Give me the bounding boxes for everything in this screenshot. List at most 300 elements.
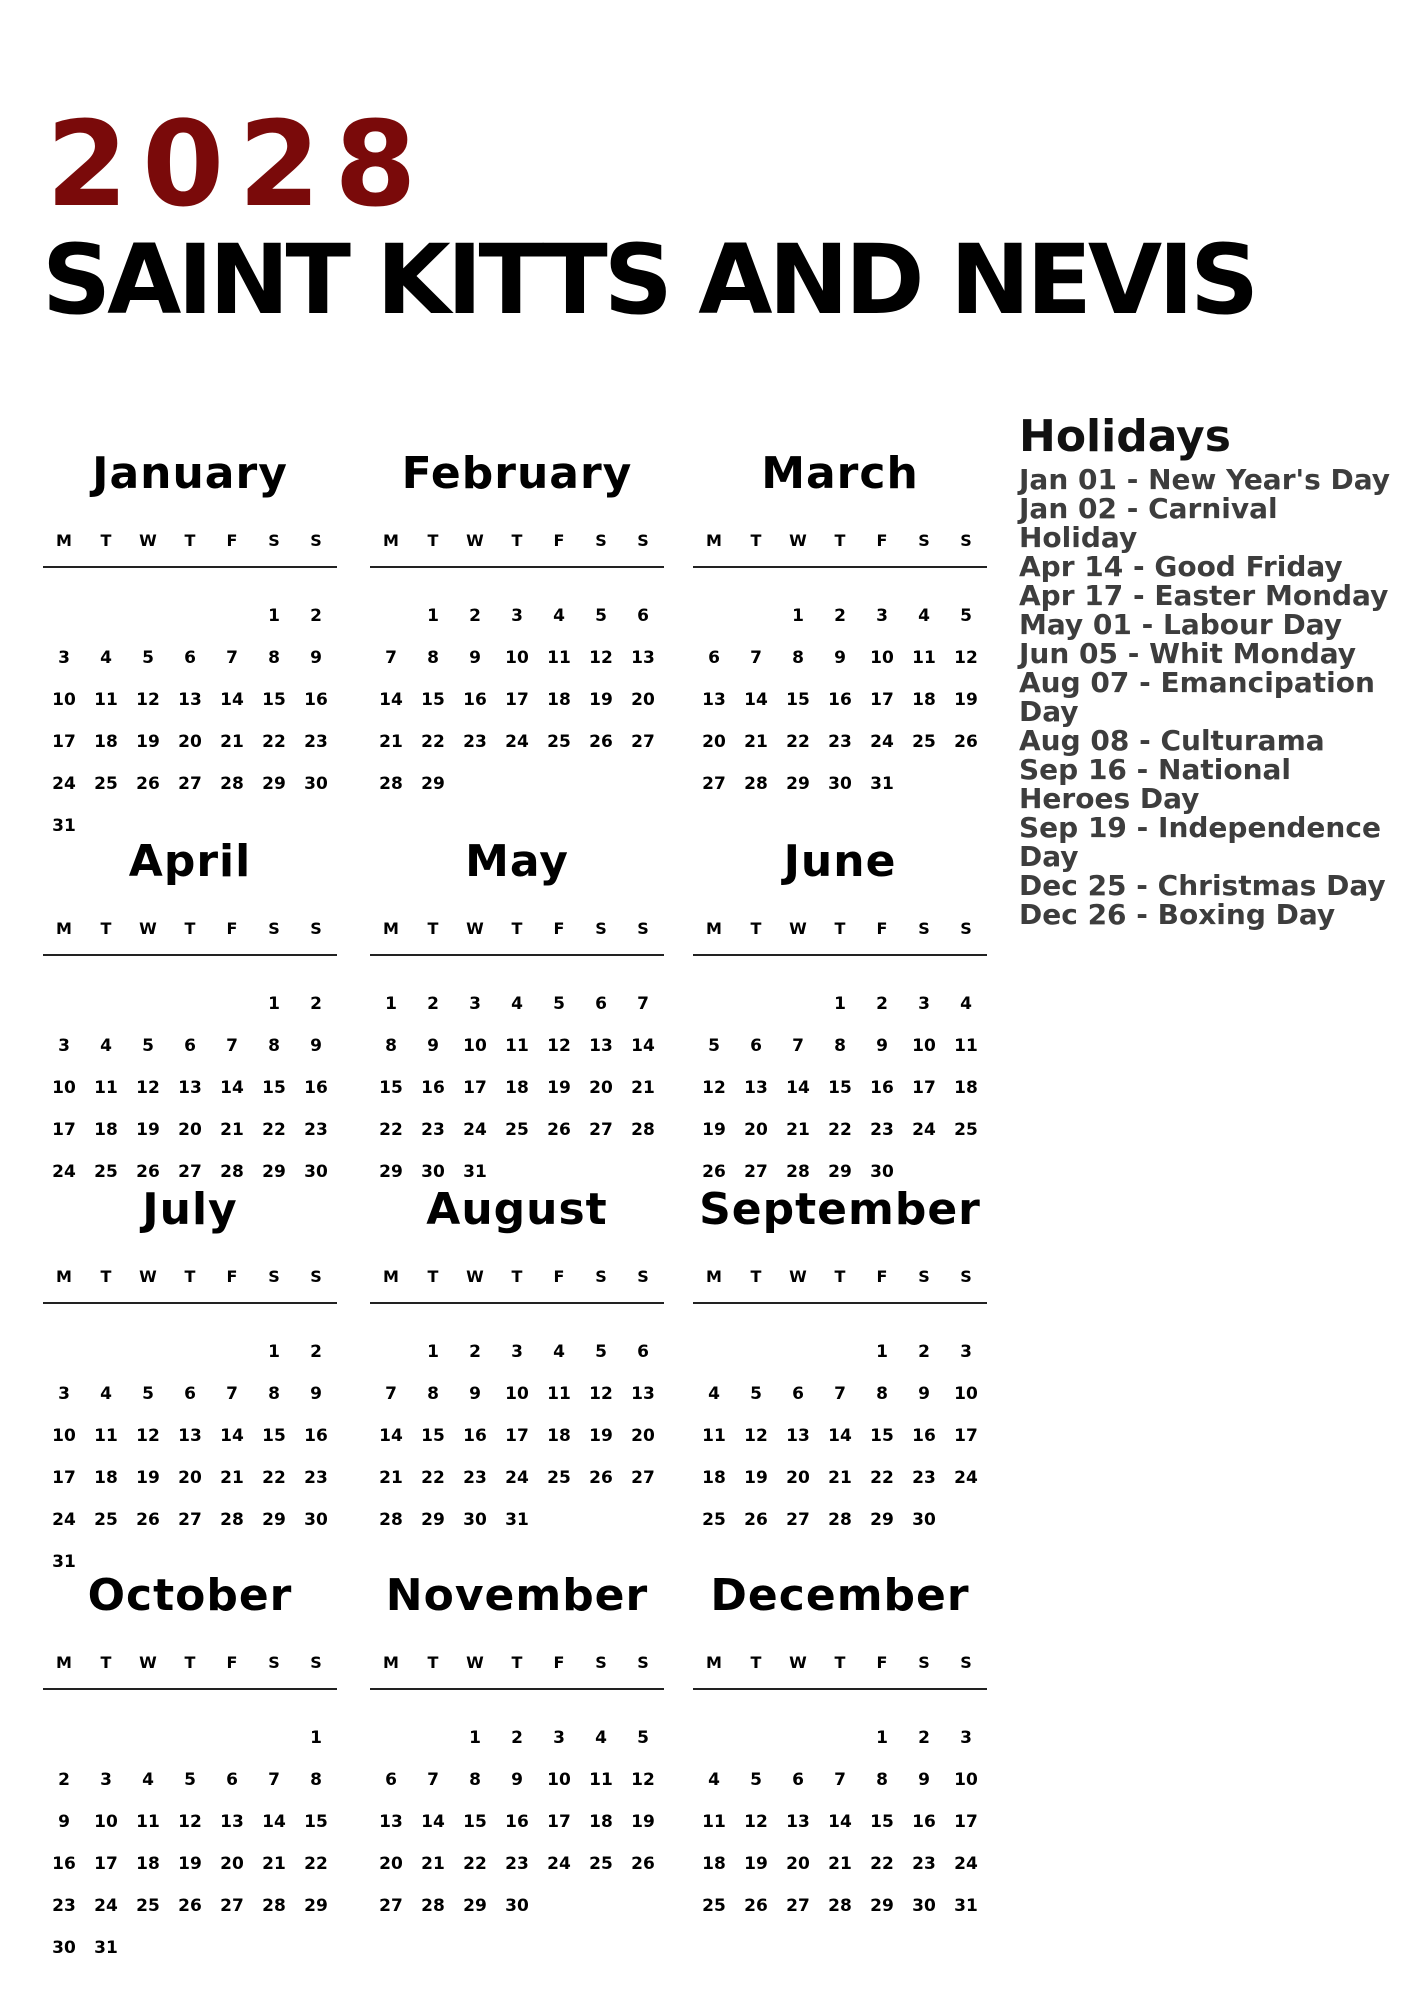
weekday-label: T [834,531,846,550]
day-cell: 13 [379,1812,403,1832]
day-cell: 13 [178,1078,202,1098]
month-may [370,836,664,1210]
day-cell: 28 [786,1162,810,1182]
holiday-item: Aug 07 - Emancipation Day [1019,666,1375,728]
day-cell: 6 [708,648,720,668]
day-cell: 12 [589,648,613,668]
day-cell: 6 [637,1342,649,1362]
day-cell: 2 [58,1770,70,1790]
day-cell: 21 [220,732,244,752]
day-cell: 20 [589,1078,613,1098]
day-cell: 2 [918,1728,930,1748]
day-cell: 14 [220,1078,244,1098]
day-cell: 29 [828,1162,852,1182]
holiday-item: Jan 02 - Carnival Holiday [1019,492,1278,554]
day-cell: 14 [786,1078,810,1098]
month-name: March [761,448,919,499]
day-cell: 2 [511,1728,523,1748]
day-cell: 24 [870,732,894,752]
weekday-label: F [226,1267,238,1286]
day-cell: 23 [505,1854,529,1874]
weekday-label: F [876,1267,888,1286]
day-cell: 8 [876,1384,888,1404]
holiday-list [1019,465,1404,929]
day-cell: 12 [178,1812,202,1832]
day-cell: 7 [834,1384,846,1404]
day-cell: 8 [310,1770,322,1790]
day-cell: 5 [553,994,565,1014]
day-cell: 7 [226,648,238,668]
weekday-label: S [268,1267,280,1286]
weekday-header [370,1655,664,1677]
day-cell: 24 [954,1854,978,1874]
day-cell: 16 [463,1426,487,1446]
holiday-item: May 01 - Labour Day [1019,608,1343,641]
month-name: January [92,448,288,499]
day-cell: 23 [912,1854,936,1874]
day-cell: 10 [463,1036,487,1056]
day-cell: 22 [870,1468,894,1488]
weekday-label: S [310,1653,322,1672]
day-cell: 12 [136,690,160,710]
day-cell: 2 [834,606,846,626]
weekday-label: S [268,919,280,938]
day-cell: 17 [52,732,76,752]
day-cell: 26 [136,1162,160,1182]
day-cell: 10 [505,648,529,668]
day-cell: 29 [262,774,286,794]
weekday-label: F [876,1653,888,1672]
day-cell: 22 [463,1854,487,1874]
header-rule [693,954,987,956]
day-cell: 1 [876,1342,888,1362]
day-cell: 17 [912,1078,936,1098]
day-cell: 22 [379,1120,403,1140]
day-cell: 1 [268,1342,280,1362]
weekday-label: S [918,531,930,550]
day-cell: 6 [792,1770,804,1790]
day-cell: 7 [792,1036,804,1056]
day-cell: 28 [220,774,244,794]
day-cell: 9 [918,1384,930,1404]
day-cell: 1 [268,994,280,1014]
day-cell: 31 [52,1552,76,1572]
day-cell: 6 [184,1384,196,1404]
day-cell: 6 [184,1036,196,1056]
holiday-item: Sep 19 - Independence Day [1019,811,1381,873]
day-cell: 24 [463,1120,487,1140]
month-august [370,1184,664,1558]
day-cell: 13 [702,690,726,710]
day-cell: 1 [834,994,846,1014]
day-cell: 8 [427,1384,439,1404]
day-cell: 28 [828,1896,852,1916]
day-cell: 25 [547,732,571,752]
day-cell: 28 [828,1510,852,1530]
day-cell: 4 [595,1728,607,1748]
weekday-label: W [139,919,157,938]
day-cell: 29 [421,1510,445,1530]
day-cell: 1 [310,1728,322,1748]
day-cell: 5 [142,648,154,668]
holiday-item: Jan 01 - New Year's Day [1019,463,1391,496]
weekday-label: M [383,919,399,938]
month-june [693,836,987,1210]
weekday-header [693,533,987,555]
day-cell: 22 [304,1854,328,1874]
day-cell: 9 [310,1384,322,1404]
day-cell: 8 [469,1770,481,1790]
month-november [370,1570,664,1944]
day-cell: 2 [918,1342,930,1362]
day-cell: 10 [94,1812,118,1832]
day-cell: 29 [262,1510,286,1530]
day-cell: 11 [589,1770,613,1790]
day-cell: 19 [702,1120,726,1140]
day-cell: 27 [379,1896,403,1916]
month-name: May [465,836,569,887]
day-cell: 16 [870,1078,894,1098]
day-cell: 27 [702,774,726,794]
day-cell: 5 [750,1384,762,1404]
day-cell: 24 [52,1510,76,1530]
day-cell: 23 [463,1468,487,1488]
weekday-header [370,1269,664,1291]
country-heading: SAINT KITTS AND NEVIS [42,224,1256,336]
day-cell: 5 [750,1770,762,1790]
day-cell: 6 [750,1036,762,1056]
day-cell: 27 [178,1510,202,1530]
day-cell: 18 [954,1078,978,1098]
weekday-label: T [427,1267,439,1286]
day-cell: 7 [427,1770,439,1790]
header-rule [43,1302,337,1304]
weekday-header [43,1269,337,1291]
day-cell: 23 [912,1468,936,1488]
weekday-header [43,1655,337,1677]
day-cell: 24 [505,1468,529,1488]
day-cell: 31 [94,1938,118,1958]
day-cell: 30 [304,1510,328,1530]
weekday-label: M [383,1653,399,1672]
day-cell: 12 [954,648,978,668]
weekday-header [370,921,664,943]
weekday-label: T [427,531,439,550]
day-cell: 29 [421,774,445,794]
weekday-label: M [706,1653,722,1672]
day-cell: 15 [463,1812,487,1832]
day-cell: 10 [505,1384,529,1404]
day-cell: 11 [702,1812,726,1832]
weekday-label: W [466,919,484,938]
month-december [693,1570,987,1944]
day-cell: 28 [220,1510,244,1530]
day-cell: 21 [828,1854,852,1874]
day-cell: 31 [954,1896,978,1916]
day-cell: 1 [469,1728,481,1748]
day-cell: 19 [136,1120,160,1140]
day-cell: 18 [589,1812,613,1832]
day-cell: 18 [94,1468,118,1488]
day-cell: 27 [786,1896,810,1916]
weekday-label: T [834,1267,846,1286]
day-cell: 15 [870,1812,894,1832]
day-cell: 29 [870,1896,894,1916]
day-cell: 3 [58,648,70,668]
month-february [370,448,664,822]
day-cell: 30 [304,1162,328,1182]
weekday-label: W [789,531,807,550]
day-cell: 21 [262,1854,286,1874]
day-cell: 11 [547,648,571,668]
day-cell: 24 [912,1120,936,1140]
weekday-label: T [834,919,846,938]
day-cell: 4 [100,1384,112,1404]
holiday-item: Apr 14 - Good Friday [1019,550,1343,583]
weekday-label: S [637,919,649,938]
weekday-label: S [595,531,607,550]
day-cell: 21 [220,1120,244,1140]
day-cell: 26 [702,1162,726,1182]
day-cell: 22 [421,1468,445,1488]
weekday-label: S [595,1653,607,1672]
day-cell: 18 [702,1468,726,1488]
day-cell: 2 [310,1342,322,1362]
day-cell: 27 [786,1510,810,1530]
header-rule [43,1688,337,1690]
weekday-label: S [960,919,972,938]
day-cell: 10 [52,1078,76,1098]
day-cell: 4 [708,1384,720,1404]
day-cell: 25 [702,1896,726,1916]
month-october [43,1570,337,1958]
day-cell: 28 [379,774,403,794]
day-cell: 26 [136,774,160,794]
weekday-label: M [56,1267,72,1286]
day-cell: 14 [828,1426,852,1446]
day-cell: 10 [52,1426,76,1446]
day-cell: 30 [870,1162,894,1182]
weekday-label: F [226,919,238,938]
month-september [693,1184,987,1558]
weekday-label: F [226,531,238,550]
day-cell: 18 [547,1426,571,1446]
day-cell: 2 [469,606,481,626]
day-cell: 10 [547,1770,571,1790]
day-cell: 19 [744,1854,768,1874]
day-cell: 31 [463,1162,487,1182]
day-cell: 3 [876,606,888,626]
day-cell: 8 [834,1036,846,1056]
day-cell: 23 [870,1120,894,1140]
weekday-label: T [750,1267,762,1286]
holiday-item: Aug 08 - Culturama [1019,724,1325,757]
day-cell: 4 [960,994,972,1014]
day-cell: 10 [912,1036,936,1056]
weekday-header [43,921,337,943]
day-cell: 19 [954,690,978,710]
day-cell: 3 [511,1342,523,1362]
weekday-label: T [184,531,196,550]
day-cell: 19 [136,1468,160,1488]
day-cell: 19 [589,690,613,710]
day-cell: 23 [304,1120,328,1140]
weekday-label: S [310,1267,322,1286]
day-cell: 1 [792,606,804,626]
day-cell: 18 [912,690,936,710]
day-cell: 25 [547,1468,571,1488]
day-cell: 18 [94,1120,118,1140]
day-cell: 2 [310,994,322,1014]
day-cell: 29 [262,1162,286,1182]
day-cell: 6 [385,1770,397,1790]
day-cell: 30 [828,774,852,794]
weekday-label: S [960,531,972,550]
month-july [43,1184,337,1572]
day-cell: 28 [421,1896,445,1916]
day-cell: 3 [100,1770,112,1790]
day-cell: 30 [52,1938,76,1958]
day-cell: 20 [379,1854,403,1874]
day-cell: 15 [304,1812,328,1832]
day-cell: 16 [421,1078,445,1098]
day-cell: 4 [708,1770,720,1790]
weekday-label: M [706,1267,722,1286]
header-rule [693,1302,987,1304]
day-cell: 5 [595,606,607,626]
day-cell: 25 [505,1120,529,1140]
day-cell: 23 [421,1120,445,1140]
month-name: December [710,1570,970,1621]
day-cell: 15 [262,690,286,710]
day-cell: 26 [589,732,613,752]
day-cell: 17 [547,1812,571,1832]
day-cell: 16 [912,1812,936,1832]
day-cell: 30 [463,1510,487,1530]
weekday-label: W [789,1653,807,1672]
weekday-label: W [789,919,807,938]
weekday-header [43,533,337,555]
day-cell: 2 [876,994,888,1014]
day-cell: 7 [226,1036,238,1056]
day-cell: 16 [304,1078,328,1098]
day-cell: 16 [463,690,487,710]
day-cell: 13 [178,1426,202,1446]
day-cell: 20 [631,690,655,710]
day-cell: 1 [876,1728,888,1748]
header-rule [693,1688,987,1690]
day-cell: 28 [744,774,768,794]
month-april [43,836,337,1210]
day-cell: 28 [262,1896,286,1916]
header-rule [370,954,664,956]
weekday-label: S [960,1267,972,1286]
day-cell: 21 [220,1468,244,1488]
day-cell: 16 [304,690,328,710]
day-cell: 3 [58,1036,70,1056]
day-cell: 17 [505,1426,529,1446]
day-cell: 2 [469,1342,481,1362]
weekday-label: S [637,1267,649,1286]
day-cell: 11 [547,1384,571,1404]
day-cell: 17 [954,1426,978,1446]
day-cell: 15 [379,1078,403,1098]
day-cell: 25 [94,774,118,794]
day-cell: 13 [589,1036,613,1056]
weekday-label: T [511,1653,523,1672]
month-name: November [385,1570,649,1621]
holiday-item: Dec 25 - Christmas Day [1019,869,1386,902]
day-cell: 9 [876,1036,888,1056]
day-cell: 29 [379,1162,403,1182]
day-cell: 10 [52,690,76,710]
day-cell: 4 [100,1036,112,1056]
day-cell: 15 [828,1078,852,1098]
weekday-label: M [706,531,722,550]
day-cell: 20 [178,1120,202,1140]
day-cell: 24 [94,1896,118,1916]
weekday-label: S [310,531,322,550]
day-cell: 14 [379,1426,403,1446]
day-cell: 2 [310,606,322,626]
day-cell: 28 [379,1510,403,1530]
day-cell: 9 [58,1812,70,1832]
weekday-label: W [789,1267,807,1286]
day-cell: 14 [744,690,768,710]
day-cell: 14 [220,690,244,710]
header-rule [370,1688,664,1690]
weekday-label: T [184,1267,196,1286]
day-cell: 7 [834,1770,846,1790]
day-cell: 29 [786,774,810,794]
day-cell: 17 [52,1468,76,1488]
day-cell: 26 [547,1120,571,1140]
day-cell: 7 [226,1384,238,1404]
day-cell: 16 [304,1426,328,1446]
weekday-label: W [139,1653,157,1672]
day-cell: 17 [52,1120,76,1140]
day-cell: 25 [94,1510,118,1530]
day-cell: 6 [792,1384,804,1404]
day-cell: 11 [94,690,118,710]
day-cell: 30 [304,774,328,794]
day-cell: 20 [631,1426,655,1446]
day-cell: 8 [427,648,439,668]
day-cell: 23 [828,732,852,752]
header-rule [43,566,337,568]
weekday-header [693,1655,987,1677]
day-cell: 15 [421,690,445,710]
day-cell: 16 [505,1812,529,1832]
day-cell: 17 [463,1078,487,1098]
weekday-label: M [56,531,72,550]
day-cell: 3 [511,606,523,626]
day-cell: 21 [421,1854,445,1874]
day-cell: 8 [876,1770,888,1790]
day-cell: 30 [912,1510,936,1530]
day-cell: 9 [469,1384,481,1404]
day-cell: 7 [268,1770,280,1790]
day-cell: 24 [505,732,529,752]
weekday-label: F [226,1653,238,1672]
weekday-label: W [139,1267,157,1286]
day-cell: 9 [310,648,322,668]
header-rule [370,1302,664,1304]
month-name: August [426,1184,608,1235]
day-cell: 21 [379,1468,403,1488]
day-cell: 29 [870,1510,894,1530]
day-cell: 3 [58,1384,70,1404]
